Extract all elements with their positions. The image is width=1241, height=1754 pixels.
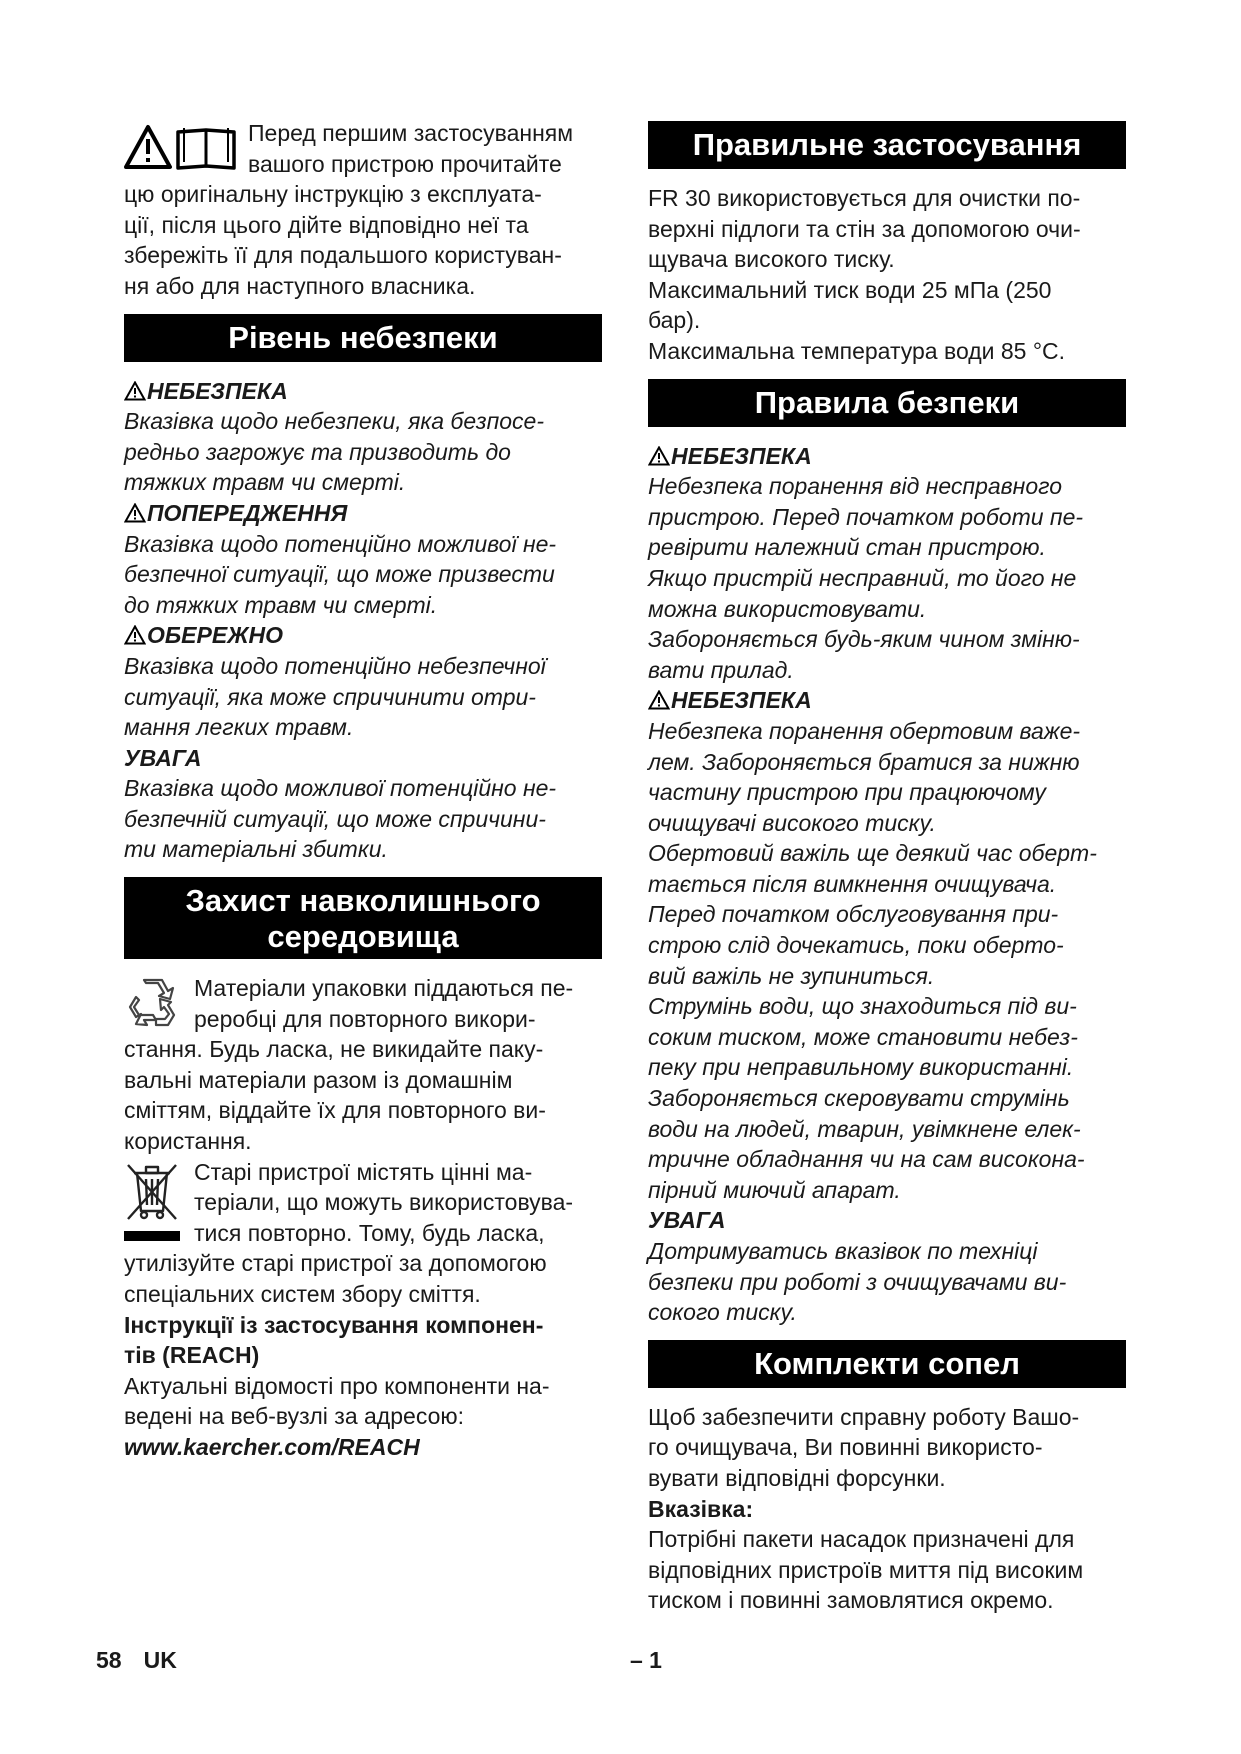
language-code: UK xyxy=(143,1647,177,1673)
warning-and-manual-icon xyxy=(124,122,238,172)
old-devices-line: теріали, що можуть використовува- xyxy=(194,1189,574,1216)
safety-text-line: Обертовий важіль ще деякий час оберт- xyxy=(648,840,1097,867)
left-column xyxy=(124,118,602,1463)
attention-text-line: сокого тиску. xyxy=(648,1299,797,1326)
caution-text-line: Вказівка щодо потенційно небезпечної xyxy=(124,652,546,679)
intro-line: ня або для наступного власника. xyxy=(124,272,476,299)
reach-title-line: Інструкції із застосування компонен- xyxy=(124,1311,544,1338)
nozzles-line: вувати відповідні форсунки. xyxy=(648,1464,946,1491)
safety-text-line: Забороняється скеровувати струмінь xyxy=(648,1085,1070,1112)
packaging-block xyxy=(124,973,602,1157)
danger-title: НЕБЕЗПЕКА xyxy=(124,376,602,407)
safety-text-line: Небезпека поранення від несправного xyxy=(648,473,1062,500)
note-line: тиском і повинні замовлятися окремо. xyxy=(648,1587,1054,1614)
safety-text-line: Небезпека поранення обертовим важе- xyxy=(648,717,1081,744)
usage-line: верхні підлоги та стін за допомогою очи- xyxy=(648,215,1081,242)
intro-line: Перед першим застосуванням xyxy=(248,120,574,146)
warning-triangle-icon xyxy=(124,625,146,645)
old-devices-line: Старі пристрої містять цінні ма- xyxy=(194,1158,533,1185)
safety-text-line: соким тиском, може становити небез- xyxy=(648,1023,1078,1050)
intro-line: вашого пристрою прочитайте xyxy=(248,150,562,177)
section-heading-danger-levels: Рівень небезпеки xyxy=(124,314,602,362)
warning-text-line: Вказівка щодо потенційно можливої не- xyxy=(124,530,557,557)
safety-text-line: Перед початком обслуговування при- xyxy=(648,901,1059,928)
safety-text-line: Якщо пристрій несправний, то його не xyxy=(648,564,1077,591)
safety-text-line: Забороняється будь-яким чином зміню- xyxy=(648,626,1080,653)
attention-title: УВАГА xyxy=(124,744,202,771)
warning-text-line: безпечної ситуації, що може призвести xyxy=(124,561,555,588)
old-devices-line: утилізуйте старі пристрої за допомогою xyxy=(124,1250,547,1277)
section-heading-usage: Правильне застосування xyxy=(648,121,1126,169)
warning-triangle-icon xyxy=(648,690,670,710)
usage-line: щувача високого тиску. xyxy=(648,246,895,273)
note-line: відповідних пристроїв миття під високим xyxy=(648,1556,1084,1583)
reach-title-line: тів (REACH) xyxy=(124,1342,260,1369)
nozzles-line: Щоб забезпечити справну роботу Вашо- xyxy=(648,1403,1080,1430)
intro-line: збережіть її для подальшого користуван- xyxy=(124,242,562,269)
attention-text-line: безпеки при роботі з очищувачами ви- xyxy=(648,1268,1067,1295)
intro-line: ції, після цього дійте відповідно неї та xyxy=(124,211,529,238)
safety-text-line: очищувачі високого тиску. xyxy=(648,809,936,836)
packaging-line: Матеріали упаковки піддаються пе- xyxy=(194,975,574,1002)
safety-text-line: тається після вимкнення очищувача. xyxy=(648,870,1057,897)
safety-text-line: Струмінь води, що знаходиться під ви- xyxy=(648,993,1077,1020)
crossed-bin-icon xyxy=(124,1159,182,1243)
old-devices-line: спеціальних систем збору сміття. xyxy=(124,1281,481,1307)
section-heading-environment-line: Захист навколишнього xyxy=(185,883,541,919)
pressure-line: Максимальний тиск води 25 мПа (250 xyxy=(648,276,1052,303)
safety-text-line: лем. Забороняється братися за нижню xyxy=(648,748,1080,775)
section-heading-nozzles: Комплекти сопел xyxy=(648,1340,1126,1388)
packaging-line: користання. xyxy=(124,1128,252,1155)
warning-triangle-icon xyxy=(124,503,146,523)
warning-title: ПОПЕРЕДЖЕННЯ xyxy=(124,498,602,529)
caution-text-line: мання легких травм. xyxy=(124,714,354,741)
attention-text-line: Вказівка щодо можливої потенційно не- xyxy=(124,775,557,802)
packaging-line: реробці для повторного викори- xyxy=(194,1005,536,1032)
danger-text-line: редньо загрожує та призводить до xyxy=(124,438,511,465)
nozzles-line: го очищувача, Ви повинні використо- xyxy=(648,1434,1043,1461)
safety-text-line: вати прилад. xyxy=(648,656,794,683)
safety-text-line: тричне обладнання чи на сам високона- xyxy=(648,1146,1085,1173)
right-column xyxy=(648,118,1126,1616)
attention-text-line: безпечній ситуації, що може спричини- xyxy=(124,805,546,832)
attention-text-line: Дотримуватись вказівок по техніці xyxy=(648,1238,1038,1264)
reach-text-line: ведені на веб-вузлі за адресою: xyxy=(124,1403,465,1430)
old-devices-block xyxy=(124,1157,602,1310)
temperature-line: Максимальна температура води 85 °C. xyxy=(648,337,1066,364)
note-title: Вказівка: xyxy=(648,1495,754,1522)
recycle-icon xyxy=(124,975,180,1031)
safety-text-line: строю слід дочекатись, поки оберто- xyxy=(648,932,1064,959)
section-heading-safety: Правила безпеки xyxy=(648,379,1126,427)
attention-title: УВАГА xyxy=(648,1207,726,1234)
safety-text-line: вий важіль не зупиниться. xyxy=(648,962,935,989)
safety-text-line: пеку при неправильному використанні. xyxy=(648,1054,1074,1081)
caution-text-line: ситуації, яка може спричинити отри- xyxy=(124,683,536,710)
intro-block xyxy=(124,118,602,302)
safety-text-line: можна використовувати. xyxy=(648,595,927,622)
danger-text-line: тяжких травм чи смерті. xyxy=(124,469,406,496)
warning-text-line: до тяжких травм чи смерті. xyxy=(124,591,438,618)
caution-title: ОБЕРЕЖНО xyxy=(124,620,602,651)
packaging-line: сміттям, віддайте їх для повторного ви- xyxy=(124,1097,546,1124)
reach-text-line: Актуальні відомості про компоненти на- xyxy=(124,1372,550,1399)
warning-triangle-icon xyxy=(648,446,670,466)
pressure-line: бар). xyxy=(648,307,701,334)
attention-text-line: ти матеріальні збитки. xyxy=(124,836,388,863)
reach-url: www.kaercher.com/REACH xyxy=(124,1433,420,1460)
danger-title: НЕБЕЗПЕКА xyxy=(648,685,1126,716)
safety-text-line: пристрою. Перед початком роботи пе- xyxy=(648,503,1084,530)
packaging-line: вальні матеріали разом із домашнім xyxy=(124,1066,513,1093)
packaging-line: стання. Будь ласка, не викидайте паку- xyxy=(124,1036,544,1063)
old-devices-line: тися повторно. Тому, будь ласка, xyxy=(194,1219,545,1246)
safety-text-line: пірний миючий апарат. xyxy=(648,1176,901,1203)
page-sub-number: – 1 xyxy=(630,1647,662,1673)
section-heading-environment-line: середовища xyxy=(267,919,459,955)
safety-text-line: частину пристрою при працюючому xyxy=(648,779,1046,806)
usage-line: FR 30 використовується для очистки по- xyxy=(648,185,1081,211)
warning-triangle-icon xyxy=(124,381,146,401)
page-number: 58 xyxy=(96,1647,122,1673)
danger-title: НЕБЕЗПЕКА xyxy=(648,441,1126,472)
intro-line: цю оригінальну інструкцію з експлуата- xyxy=(124,181,542,208)
note-line: Потрібні пакети насадок призначені для xyxy=(648,1526,1075,1553)
page-footer xyxy=(96,1647,199,1674)
safety-text-line: ревірити належний стан пристрою. xyxy=(648,534,1046,561)
danger-text-line: Вказівка щодо небезпеки, яка безпосе- xyxy=(124,408,544,435)
safety-text-line: води на людей, тварин, увімкнене елек- xyxy=(648,1115,1081,1142)
section-heading-environment xyxy=(124,877,602,959)
